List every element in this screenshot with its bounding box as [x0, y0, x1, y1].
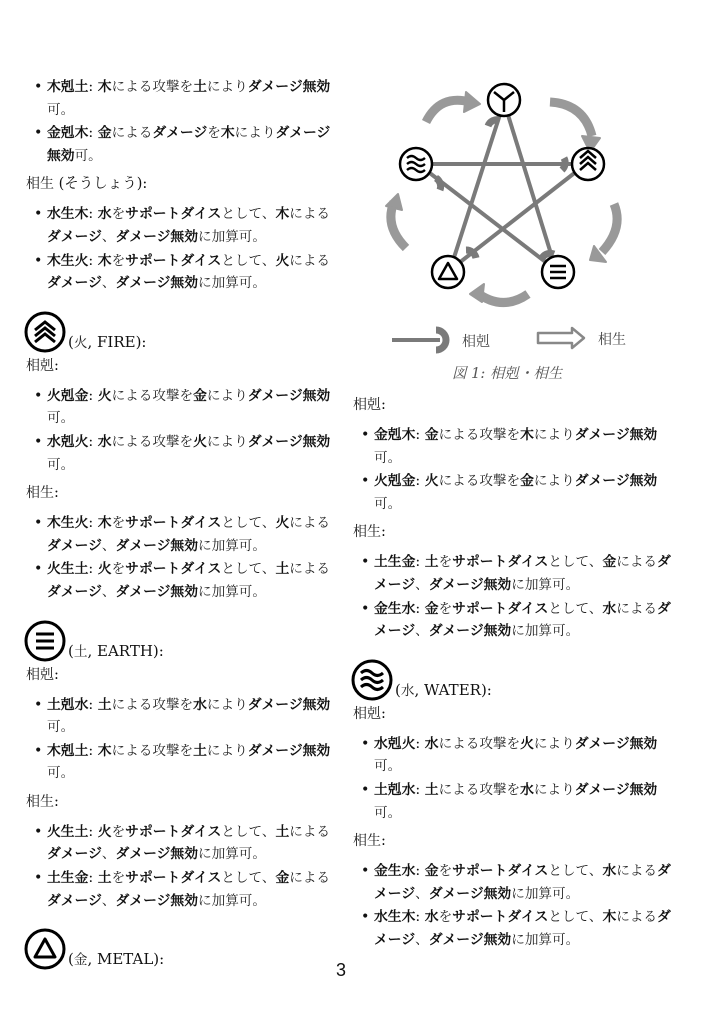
earth-kokoku-heading: 相剋:	[26, 666, 59, 683]
list-item: • 火剋金: 火による攻撃を金によりダメージ無効可。	[28, 385, 340, 430]
metal-kokoku-list	[355, 424, 675, 515]
right-column	[355, 394, 675, 953]
water-section-title: (水, WATER):	[351, 657, 675, 701]
metal-node-icon	[432, 256, 464, 288]
metal-sojo-list	[355, 551, 675, 642]
list-item: • 水剋火: 水による攻撃を火によりダメージ無効可。	[355, 733, 675, 778]
legend-kokoku-icon	[392, 330, 446, 350]
metal-emblem-icon	[24, 928, 66, 970]
list-item: • 火生土: 火をサポートダイスとして、土によるダメージ、ダメージ無効に加算可。	[28, 821, 340, 866]
list-item: • 木生火: 木をサポートダイスとして、火によるダメージ、ダメージ無効に加算可。	[28, 512, 340, 557]
fire-sojo-list	[28, 512, 340, 603]
fire-kokoku-heading: 相剋:	[26, 357, 59, 374]
legend-sojo-icon	[538, 328, 584, 348]
figure-caption: 図 1: 相剋・相生	[452, 366, 563, 382]
five-elements-diagram	[378, 78, 638, 388]
sojo-heading: 相生 (そうしょう):	[26, 176, 148, 193]
page-number: 3	[336, 960, 347, 980]
earth-node-icon	[542, 256, 574, 288]
top-sojo-list	[28, 203, 340, 294]
water-kokoku-list	[355, 733, 675, 824]
water-node-icon	[400, 148, 432, 180]
list-item: • 木剋土: 木による攻撃を土によりダメージ無効可。	[28, 76, 340, 121]
water-sojo-heading: 相生:	[353, 833, 386, 850]
list-item: • 金剋木: 金による攻撃を木によりダメージ無効可。	[355, 424, 675, 469]
list-item: • 土生金: 土をサポートダイスとして、金によるダメージ、ダメージ無効に加算可。	[28, 867, 340, 912]
earth-sojo-heading: 相生:	[26, 793, 59, 810]
list-item: • 金生水: 金をサポートダイスとして、水によるダメージ、ダメージ無効に加算可。	[355, 860, 675, 905]
metal-section-title: (金, METAL):	[24, 926, 340, 970]
metal-kokoku-heading: 相剋:	[353, 397, 386, 413]
list-item: • 火生土: 火をサポートダイスとして、土によるダメージ、ダメージ無効に加算可。	[28, 558, 340, 603]
list-item: • 木生火: 木をサポートダイスとして、火によるダメージ、ダメージ無効に加算可。	[28, 250, 340, 295]
earth-sojo-list	[28, 821, 340, 912]
list-item: • 金生水: 金をサポートダイスとして、水によるダメージ、ダメージ無効に加算可。	[355, 598, 675, 643]
legend-kokoku-label: 相剋	[462, 334, 490, 350]
list-item: • 火剋金: 火による攻撃を金によりダメージ無効可。	[355, 470, 675, 515]
left-column	[28, 76, 340, 972]
earth-kokoku-list	[28, 694, 340, 785]
legend-sojo-label: 相生	[598, 332, 626, 348]
fire-kokoku-list	[28, 385, 340, 476]
water-sojo-list	[355, 860, 675, 951]
list-item: • 水生木: 水をサポートダイスとして、木によるダメージ、ダメージ無効に加算可。	[28, 203, 340, 248]
pentagram-figure	[378, 78, 638, 368]
water-kokoku-heading: 相剋:	[353, 705, 386, 722]
fire-node-icon	[572, 148, 604, 180]
earth-section-title: (土, EARTH):	[24, 618, 340, 662]
list-item: • 水生木: 水をサポートダイスとして、木によるダメージ、ダメージ無効に加算可。	[355, 906, 675, 951]
list-item: • 水剋火: 水による攻撃を火によりダメージ無効可。	[28, 431, 340, 476]
earth-emblem-icon	[24, 620, 66, 662]
fire-emblem-icon	[24, 311, 66, 353]
fire-sojo-heading: 相生:	[26, 485, 59, 502]
list-item: • 土生金: 土をサポートダイスとして、金によるダメージ、ダメージ無効に加算可。	[355, 551, 675, 596]
list-item: • 土剋水: 土による攻撃を水によりダメージ無効可。	[28, 694, 340, 739]
list-item: • 土剋水: 土による攻撃を水によりダメージ無効可。	[355, 779, 675, 824]
metal-sojo-heading: 相生:	[353, 524, 386, 541]
wood-node-icon	[488, 84, 520, 116]
fire-section-title: (火, FIRE):	[24, 309, 340, 353]
top-kokoku-list	[28, 76, 340, 167]
list-item: • 金剋木: 金によるダメージを木によりダメージ無効可。	[28, 122, 340, 167]
water-emblem-icon	[351, 659, 393, 701]
list-item: • 木剋土: 木による攻撃を土によりダメージ無効可。	[28, 740, 340, 785]
